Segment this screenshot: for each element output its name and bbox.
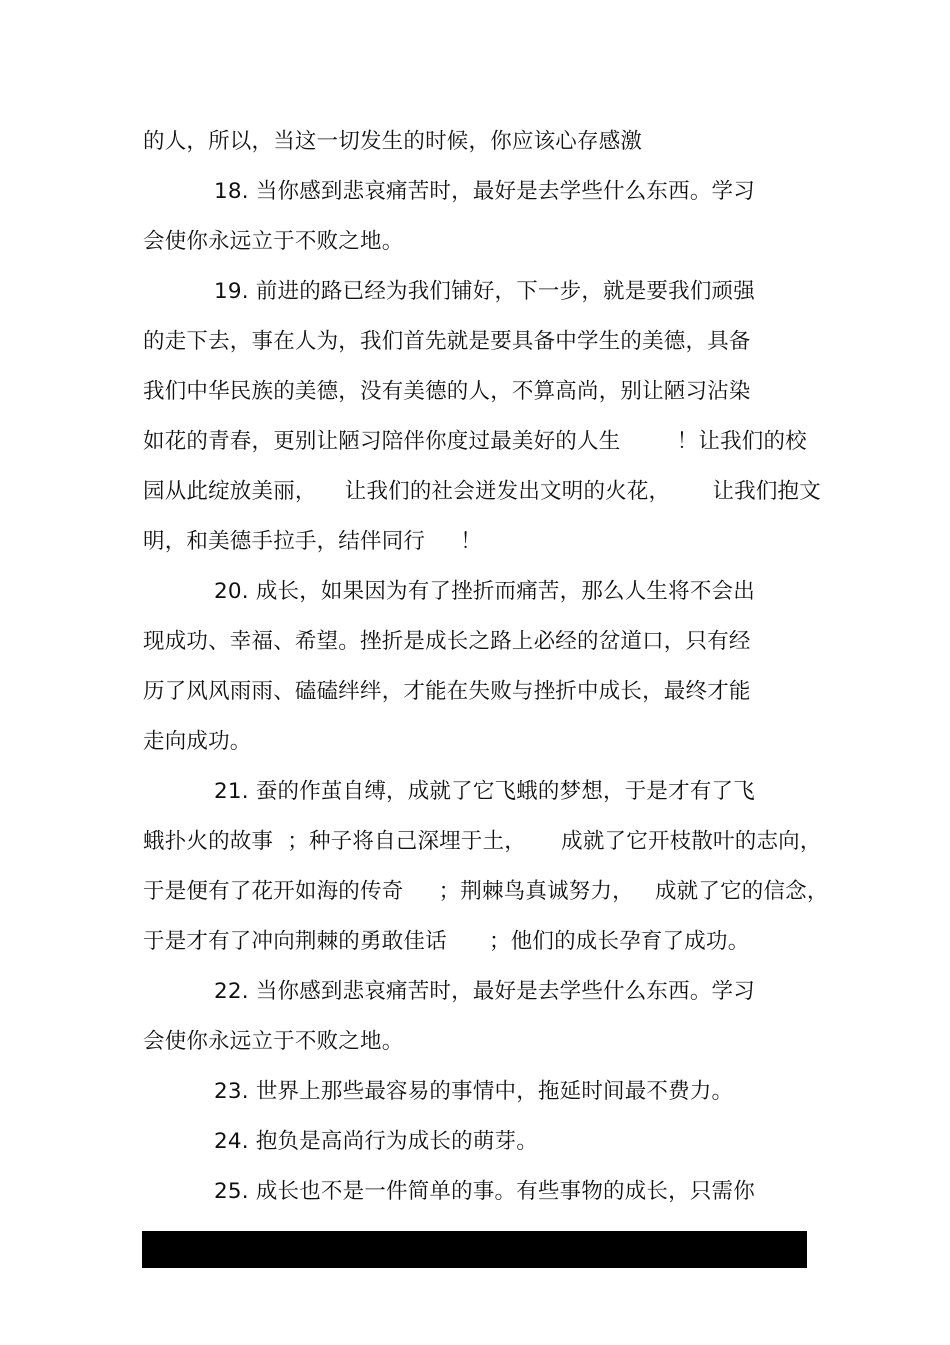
text-line: 蛾扑火的故事 ；种子将自己深埋于土， 成就了它开枝散叶的志向， <box>143 829 822 854</box>
text-line: 现成功、幸福、希望。挫折是成长之路上必经的岔道口，只有经 <box>143 629 751 654</box>
text-line: 如花的青春，更别让陋习陪伴你度过最美好的人生 ！让我们的校 <box>143 429 807 454</box>
text-line: 明，和美德手拉手，结伴同行 ！ <box>143 529 482 554</box>
text-line: 走向成功。 <box>143 729 252 754</box>
text-line: 历了风风雨雨、磕磕绊绊，才能在失败与挫折中成长，最终才能 <box>143 679 751 704</box>
text-line: 我们中华民族的美德，没有美德的人，不算高尚，别让陋习沾染 <box>143 379 751 404</box>
text-line: 22. 当你感到悲哀痛苦时，最好是去学些什么东西。学习 <box>214 979 755 1004</box>
text-line: 园从此绽放美丽， 让我们的社会迸发出文明的火花， 让我们抱文 <box>143 479 821 504</box>
text-line: 20. 成长，如果因为有了挫折而痛苦，那么人生将不会出 <box>214 579 755 604</box>
text-line: 24. 抱负是高尚行为成长的萌芽。 <box>214 1129 538 1154</box>
text-line: 的人，所以，当这一切发生的时候，你应该心存感激 <box>143 129 643 154</box>
text-line: 25. 成长也不是一件简单的事。有些事物的成长，只需你 <box>214 1179 755 1204</box>
text-line: 21. 蚕的作茧自缚，成就了它飞蛾的梦想，于是才有了飞 <box>214 779 755 804</box>
text-line: 于是便有了花开如海的传奇 ；荆棘鸟真诚努力， 成就了它的信念， <box>143 879 829 904</box>
text-line: 会使你永远立于不败之地。 <box>143 1029 404 1054</box>
text-line: 23. 世界上那些最容易的事情中，拖延时间最不费力。 <box>214 1079 734 1104</box>
text-line: 于是才有了冲向荆棘的勇敢佳话 ；他们的成长孕育了成功。 <box>143 929 750 954</box>
footer-bar <box>142 1231 807 1268</box>
text-line: 19. 前进的路已经为我们铺好，下一步，就是要我们顽强 <box>214 279 755 304</box>
text-line: 18. 当你感到悲哀痛苦时，最好是去学些什么东西。学习 <box>214 179 755 204</box>
text-line: 会使你永远立于不败之地。 <box>143 229 404 254</box>
text-line: 的走下去，事在人为，我们首先就是要具备中学生的美德，具备 <box>143 329 751 354</box>
